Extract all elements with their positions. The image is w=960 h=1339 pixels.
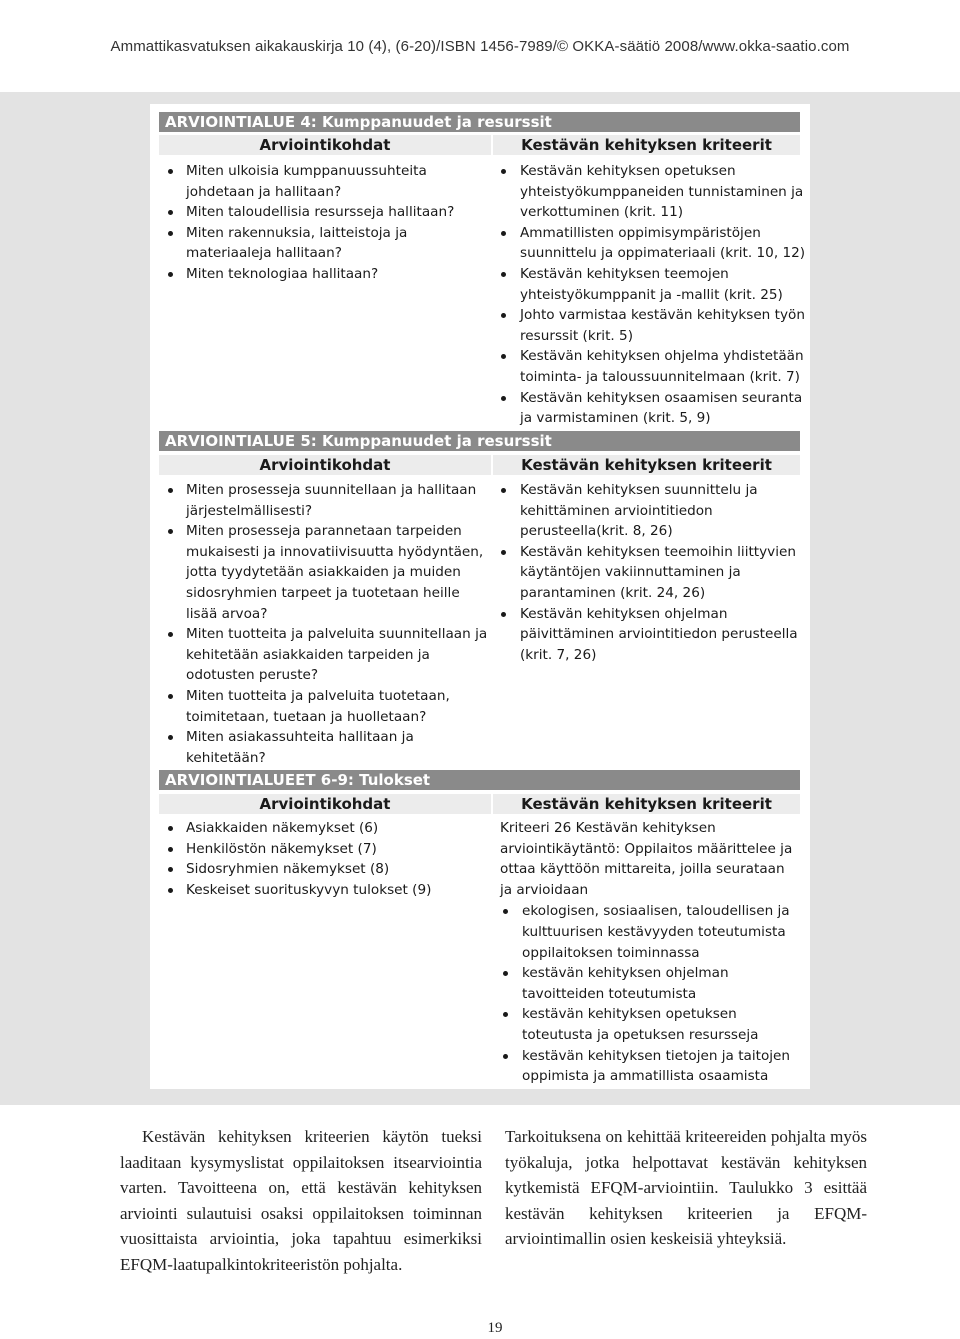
list-item: Miten taloudellisia resursseja hallitaan?: [165, 202, 495, 223]
list-item: Kestävän kehityksen ohjelma yhdistetään toiminta- ja taloussuunnitelmaan (krit. 7): [498, 346, 808, 387]
list-item: Kestävän kehityksen teemoihin liittyvien käytäntöjen vakiinnuttaminen ja parantaminen (krit. 24, 26): [498, 542, 808, 604]
list-item: kestävän kehityksen opetuksen toteutusta ja opetuksen resursseja: [500, 1004, 800, 1045]
area5-right-column: [498, 480, 808, 665]
list-item: Kestävän kehityksen suunnittelu ja kehittäminen arviointitiedon perusteella(krit. 8, 26): [498, 480, 808, 542]
page-number: 19: [487, 1320, 503, 1336]
area5-left-head: Arviointikohdat: [159, 455, 491, 475]
list-item: Sidosryhmien näkemykset (8): [165, 859, 495, 880]
list-item: Asiakkaiden näkemykset (6): [165, 818, 495, 839]
list-item: kestävän kehityksen ohjelman tavoitteiden toteutumista: [500, 963, 800, 1004]
area5-right-head: Kestävän kehityksen kriteerit: [493, 455, 800, 475]
list-item: Miten rakennuksia, laitteistoja ja materiaaleja hallitaan?: [165, 223, 495, 264]
list-item: Keskeiset suorituskyvyn tulokset (9): [165, 880, 495, 901]
page-header: Ammattikasvatuksen aikakauskirja 10 (4), (6-20)/ISBN 1456-7989/© OKKA-säätiö 2008/www.okka-saatio.com: [110, 38, 850, 55]
list-item: Kestävän kehityksen opetuksen yhteistyökumppaneiden tunnistaminen ja verkottuminen (krit. 11): [498, 161, 808, 223]
body-paragraph-right: [505, 1124, 867, 1252]
paragraph: Tarkoituksena on kehittää kriteereiden pohjalta myös työkaluja, jotka helpottavat kestävän kehityksen kytkemistä EFQM-arviointiin. Taulukko 3 esittää kestävän kehityksen kriteerien ja EFQM-arviointimallin osien keskeisiä yhteyksiä.: [505, 1127, 867, 1249]
list-item: Kestävän kehityksen teemojen yhteistyökumppanit ja -mallit (krit. 25): [498, 264, 808, 305]
area4-right-head: Kestävän kehityksen kriteerit: [493, 135, 800, 155]
list-item: Miten tuotteita ja palveluita tuotetaan, toimitetaan, tuetaan ja huolletaan?: [165, 686, 495, 727]
area6-left-head: Arviointikohdat: [159, 794, 491, 814]
list-item: Kestävän kehityksen osaamisen seuranta ja varmistaminen (krit. 5, 9): [498, 388, 808, 429]
list-item: Johto varmistaa kestävän kehityksen työn resurssit (krit. 5): [498, 305, 808, 346]
area6-left-column: [165, 818, 495, 900]
body-paragraph-left: [120, 1124, 482, 1278]
area6-right-head: Kestävän kehityksen kriteerit: [493, 794, 800, 814]
list-item: Ammatillisten oppimisympäristöjen suunnittelu ja oppimateriaali (krit. 10, 12): [498, 223, 808, 264]
area4-right-column: [498, 161, 808, 429]
area4-title: ARVIOINTIALUE 4: Kumppanuudet ja resurssit: [159, 112, 800, 132]
area4-left-head: Arviointikohdat: [159, 135, 491, 155]
list-item: Miten prosesseja parannetaan tarpeiden mukaisesti ja innovatiivisuutta hyödyntäen, jotta tyydytetään asiakkaiden ja muiden sidosryhmien tarpeet ja tuotetaan heille lisää arvoa?: [165, 521, 495, 624]
list-item: Kestävän kehityksen ohjelman päivittäminen arviointitiedon perusteella (krit. 7, 26): [498, 604, 808, 666]
list-item: Henkilöstön näkemykset (7): [165, 839, 495, 860]
paragraph: Kestävän kehityksen kriteerien käytön tueksi laaditaan kysymyslistat oppilaitoksen itsearviointia varten. Tavoitteena on, että kestävän kehityksen arviointi sulautuisi osaksi oppilaitoksen toiminnan vuosittaista arviointia, joka tapahtuu esimerkiksi EFQM-laatupalkintokriteeristön pohjalta.: [120, 1127, 482, 1274]
list-item: ekologisen, sosiaalisen, taloudellisen ja kulttuurisen kestävyyden toteutumista oppilaitoksen toiminnassa: [500, 901, 800, 963]
list-item: Miten asiakassuhteita hallitaan ja kehitetään?: [165, 727, 495, 768]
list-item: Miten teknologiaa hallitaan?: [165, 264, 495, 285]
area5-title: ARVIOINTIALUE 5: Kumppanuudet ja resurssit: [159, 431, 800, 451]
list-item: Miten ulkoisia kumppanuussuhteita johdetaan ja hallitaan?: [165, 161, 495, 202]
area6-title: ARVIOINTIALUEET 6-9: Tulokset: [159, 770, 800, 790]
list-item: kestävän kehityksen tietojen ja taitojen oppimista ja ammatillista osaamista: [500, 1046, 800, 1087]
list-item: Miten prosesseja suunnitellaan ja hallitaan järjestelmällisesti?: [165, 480, 495, 521]
area6-right-column: [500, 818, 800, 1087]
list-item: Miten tuotteita ja palveluita suunnitellaan ja kehitetään asiakkaiden tarpeiden ja odotusten peruste?: [165, 624, 495, 686]
criteria-intro: Kriteeri 26 Kestävän kehityksen arviointikäytäntö: Oppilaitos määrittelee ja ottaa käyttöön mittareita, joilla seurataan ja arvioidaan: [500, 820, 793, 898]
area5-left-column: [165, 480, 495, 768]
area4-left-column: [165, 161, 495, 285]
